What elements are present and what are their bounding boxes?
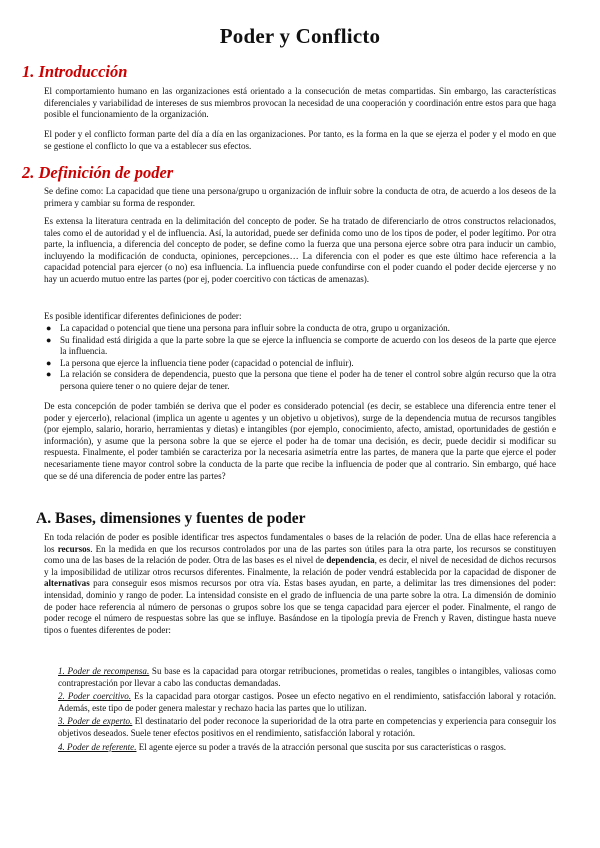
- bullet-icon: ●: [46, 323, 52, 333]
- intro-paragraph-2: El poder y el conflicto forman parte del día a día en las organizaciones. Por tanto, es la forma en la que se ejerza el poder y el modo en que se gestione el conflicto lo que va a establecer sus efectos.: [44, 129, 556, 151]
- list-item: ● Su finalidad está dirigida a que la parte sobre la que se ejerce la influencia se comporte de acuerdo con los deseos de la parte que ejerce la influencia.: [46, 334, 556, 357]
- section-heading-definicion: 2. Definición de poder: [22, 163, 174, 182]
- bullet-icon: ●: [46, 334, 52, 345]
- list-item: 3. Poder de experto. El destinatario del poder reconoce la superioridad de la otra parte en competencias y experiencia para conseguir los objetivos deseados. Suele tener efectos positivos en el rendimiento, satisfacción laboral y rotación.: [58, 716, 556, 738]
- list-item: ● La relación se considera de dependencia, puesto que la persona que tiene el poder ha de tener el control sobre algún recurso que la otra persona quiere tener o no quiere dejar de tener.: [46, 369, 556, 391]
- definition-paragraph: Se define como: La capacidad que tiene una persona/grupo u organización de influir sobre la conducta de otra, de acuerdo a los deseos de la primera y cambiar su forma de responder.: [44, 186, 556, 208]
- subsection-heading-bases: A. Bases, dimensiones y fuentes de poder: [36, 510, 306, 527]
- power-types-list: [58, 666, 556, 755]
- bullet-icon: ●: [46, 357, 52, 368]
- section-heading-introduccion: 1. Introducción: [22, 62, 128, 81]
- definitions-list: [44, 323, 556, 393]
- list-item: 1. Poder de recompensa. Su base es la capacidad para otorgar retribuciones, prometidas o reales, tangibles o intangibles, valiosas como contraprestación por llevar a cabo las conductas demandadas.: [58, 666, 556, 688]
- definitions-intro: Es posible identificar diferentes definiciones de poder:: [44, 311, 242, 321]
- bases-paragraph: En toda relación de poder es posible identificar tres aspectos fundamentales o bases de la relación de poder. Una de ellas hace referencia a los recursos. En la medida en que los recursos controlados por una de las partes son útiles para la otra parte, los recursos se constituyen como una de las bases de la relación de poder. Otra de las bases es el nivel de dependencia, es decir, el nivel de necesidad de dichos recursos y la imposibilidad de utilizar otros recursos diferentes. Finalmente, la relación de poder vendrá establecida por la capacidad de disponer de alternativas para conseguir esos mismos recursos por otra vía. Estas bases ayudan, en parte, a delimitar las tres dimensiones del poder: intensidad, dominio y rango de poder. La intensidad consiste en el grado de influencia de una parte sobre la otra. La dimensión de dominio de poder hace referencia al número de personas o grupos sobre los que se tenga capacidad para ejercer el poder. Finalmente, el rango de poder recoge el número de respuestas sobre las que se influye. Basándose en la tipología previa de French y Raven, distingue hasta nueve tipos o fuentes diferentes de poder:: [44, 532, 556, 635]
- list-item: ● La capacidad o potencial que tiene una persona para influir sobre la conducta de otra, grupo u organización.: [46, 323, 450, 333]
- bullet-icon: ●: [46, 369, 52, 380]
- document-title: Poder y Conflicto: [219, 24, 381, 48]
- list-item: ● La persona que ejerce la influencia tiene poder (capacidad o potencial de influir).: [46, 357, 354, 368]
- conception-paragraph: De esta concepción de poder también se deriva que el poder es considerado potencial (es decir, se establece una diferencia entre tener el poder y ejercerlo), relacional (implica un agente u agentes y un objetivo u objetivos), surge de la dependencia mutua de recursos tangibles (por ejemplo, salario, horario, herramientas y dietas) e intangibles (por ejemplo, conocimiento, afecto, amistad, oportunidades de gestión e información), y asume que la persona sobre la que se ejerce el poder ha de tomar una decisión, es decir, puede decidir si modificar su respuesta. Finalmente, el poder también se caracteriza por la necesaria asimetría entre las partes, de manera que la parte que ejerce el poder necesariamente tiene mayor control sobre la conducta de la parte que recibe la influencia de poder que al contrario. Sin embargo, qué hace que se dé una diferencia de poder entre las partes?: [44, 401, 556, 481]
- list-item: 4. Poder de referente. El agente ejerce su poder a través de la atracción personal que suscita por sus características o rasgos.: [58, 741, 506, 752]
- intro-paragraph-1: El comportamiento humano en las organizaciones está orientado a la consecución de metas compartidas. Sin embargo, las características diferenciales y variabilidad de intereses de sus miembros provocan la necesidad de una cooperación y coordinación entre estos para que haga posible el funcionamiento de la organización.: [44, 86, 556, 120]
- list-item: 2. Poder coercitivo. Es la capacidad para otorgar castigos. Posee un efecto negativo en el rendimiento, satisfacción laboral y rotación. Además, este tipo de poder genera malestar y rechazo hacia las partes que lo utilizan.: [58, 691, 556, 713]
- literature-paragraph: Es extensa la literatura centrada en la delimitación del concepto de poder. Se ha tratado de diferenciarlo de otros constructos relacionados, tales como el de autoridad y el de influencia. Así, la autoridad, puede ser definida como uno de los tipos de poder, el poder legítimo. Por otra parte, la influencia, a diferencia del concepto de poder, se define como la fuerza que una persona ejerce sobre otra para inducir un cambio, incluyendo la modificación de conducta, opiniones, percepciones… La diferencia con el poder es que este último hace referencia a la capacidad potencial para ejercer (o no) esa influencia. La influencia puede confundirse con el poder cuando el poder decide ejercerse y no hay un acuerdo mutuo entre las partes (por ej, poder coercitivo con tácticas de amenazas).: [44, 216, 556, 284]
